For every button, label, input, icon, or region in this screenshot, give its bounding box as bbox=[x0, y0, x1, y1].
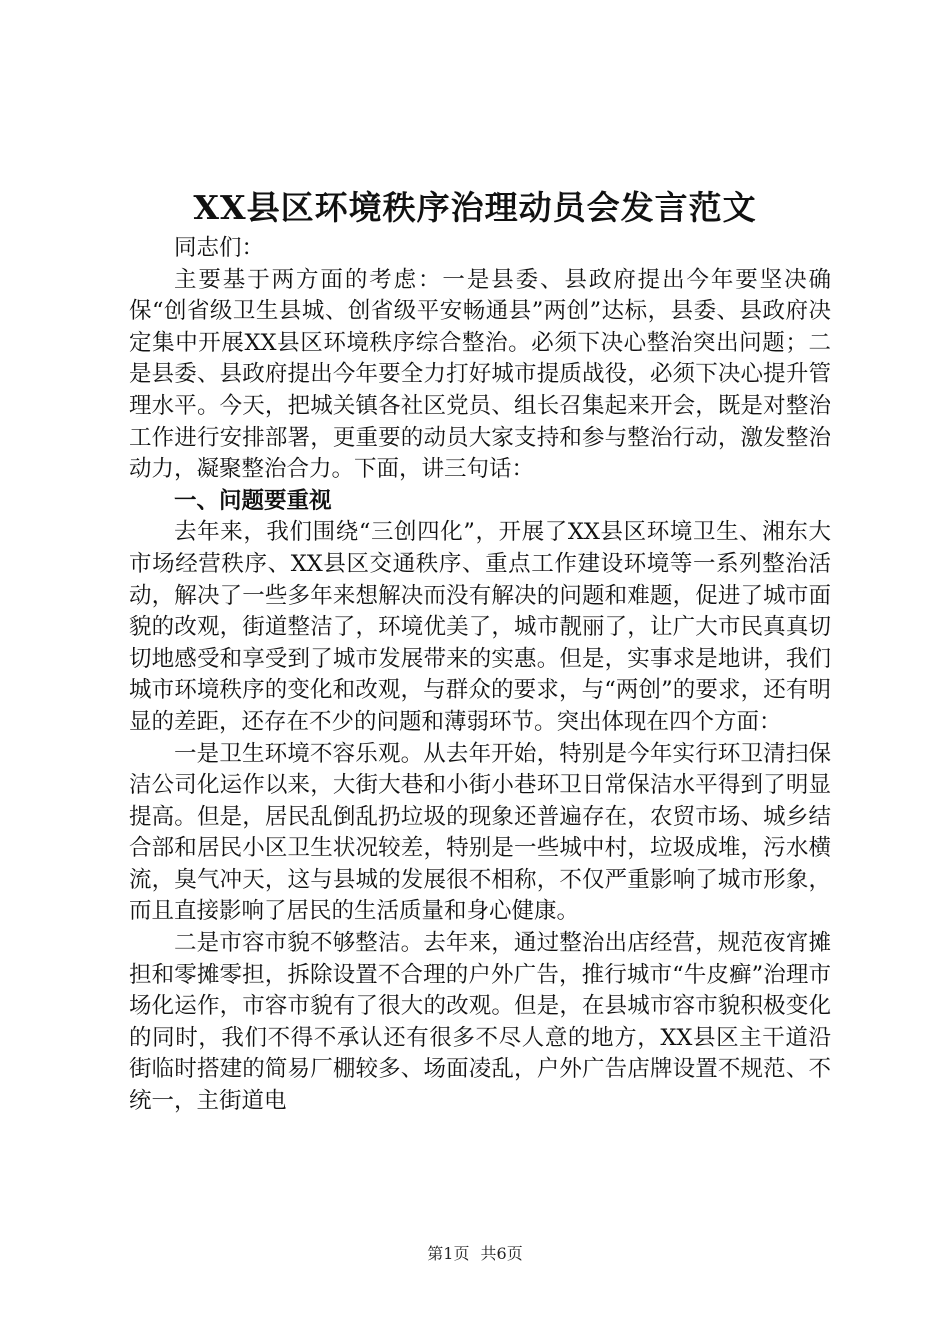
page-total: 共6页 bbox=[480, 1244, 523, 1263]
document-body bbox=[129, 233, 831, 1118]
salutation-paragraph: 同志们： bbox=[174, 235, 265, 261]
page-number: 第1页 bbox=[427, 1244, 470, 1263]
body-paragraph: 去年来，我们围绕“三创四化”，开展了XX县区环境卫生、湘东大市场经营秩序、XX县区交通秩序、重点工作建设环境等一系列整治活动，解决了一些多年来想解决而没有解决的问题和难题，促进了城市面貌的改观，街道整洁了，环境优美了，城市靓丽了，让广大市民真真切切地感受和享受到了城市发展带来的实惠。但是，实事求是地讲，我们城市环境秩序的变化和改观，与群众的要求，与“两创”的要求，还有明显的差距，还存在不少的问题和薄弱环节。突出体现在四个方面： bbox=[129, 519, 831, 735]
document-title: XX县区环境秩序治理动员会发言范文 bbox=[193, 188, 757, 227]
body-paragraph: 二是市容市貌不够整洁。去年来，通过整治出店经营，规范夜宵摊担和零摊零担，拆除设置不合理的户外广告，推行城市“牛皮癣”治理市场化运作，市容市貌有了很大的改观。但是，在县城市容市貌积极变化的同时，我们不得不承认还有很多不尽人意的地方，XX县区主干道沿街临时搭建的简易厂棚较多、场面凌乱，户外广告店牌设置不规范、不统一，主街道电 bbox=[129, 930, 831, 1115]
section-heading: 一、问题要重视 bbox=[174, 487, 332, 514]
body-paragraph: 一是卫生环境不容乐观。从去年开始，特别是今年实行环卫清扫保洁公司化运作以来，大街大巷和小街小巷环卫日常保洁水平得到了明显提高。但是，居民乱倒乱扔垃圾的现象还普遍存在，农贸市场、城乡结合部和居民小区卫生状况较差，特别是一些城中村，垃圾成堆，污水横流，臭气冲天，这与县城的发展很不相称，不仅严重影响了城市形象，而且直接影响了居民的生活质量和身心健康。 bbox=[129, 740, 831, 925]
page-footer bbox=[0, 1244, 950, 1264]
intro-paragraph: 主要基于两方面的考虑：一是县委、县政府提出今年要坚决确保“创省级卫生县城、创省级平安畅通县”两创”达标，县委、县政府决定集中开展XX县区环境秩序综合整治。必须下决心整治突出问题；二是县委、县政府提出今年要全力打好城市提质战役，必须下决心提升管理水平。今天，把城关镇各社区党员、组长召集起来开会，既是对整治工作进行安排部署，更重要的动员大家支持和参与整治行动，激发整治动力，凝聚整治合力。下面，讲三句话： bbox=[129, 266, 831, 483]
